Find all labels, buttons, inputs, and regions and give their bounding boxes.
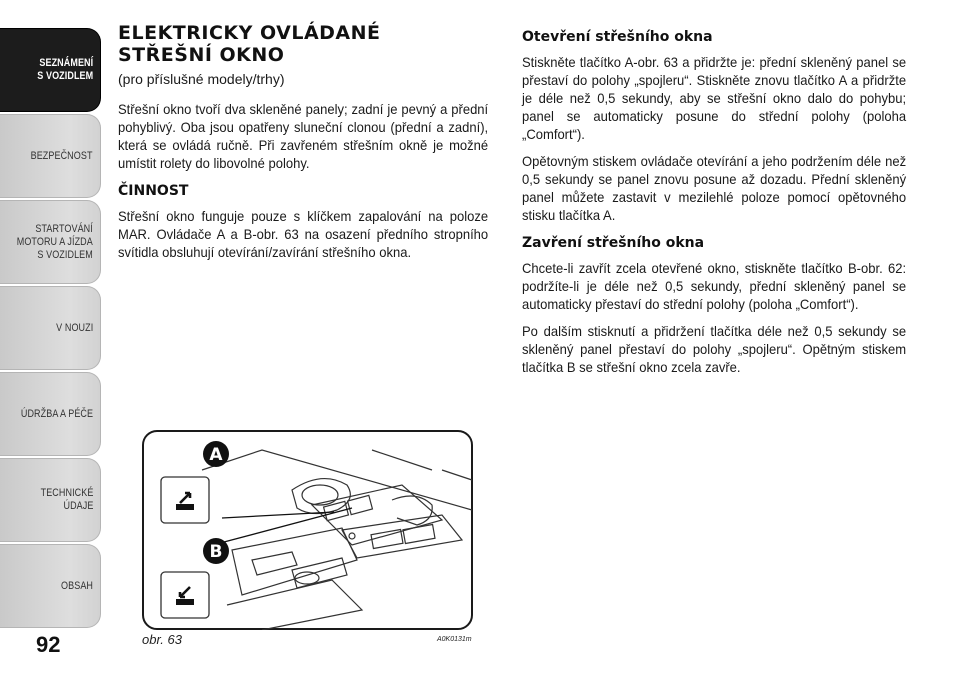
subtitle: (pro příslušné modely/trhy) [118, 71, 285, 87]
close-paragraph-1: Chcete-li zavřít zcela otevřené okno, stiskněte tlačítko B-obr. 62: podržíte-li je déle než 0,5 sekundy, přední skleněný panel se automaticky přestaví do střední polohy (poloha „Comfort“). [522, 260, 907, 312]
tab-label: V NOUZI [55, 321, 93, 334]
left-column [118, 22, 490, 270]
label-a: A [209, 445, 223, 465]
figure-caption: obr. 63 [142, 632, 182, 647]
right-column [522, 22, 908, 385]
tab-label: TECHNICKÉ ÚDAJE [40, 487, 93, 512]
tab-label: ÚDRŽBA A PÉČE [20, 407, 93, 420]
heading-cinnost: ČINNOST [118, 183, 189, 199]
title-line-2: STŘEŠNÍ OKNO [118, 44, 285, 66]
tab-label: BEZPEČNOST [31, 149, 93, 162]
tab-startovani[interactable] [0, 200, 101, 284]
open-paragraph-1: Stiskněte tlačítko A-obr. 63 a přidržte je: přední skleněný panel se přestaví do polohy „spojleru“. Stiskněte znovu tlačítko A a přidržte je déle než 0,5 sekundy, aby se střešní okno dalo do pohybu; panel se automaticky posune do střední polohy (poloha „Comfort“). [522, 54, 907, 142]
cinnost-paragraph: Střešní okno funguje pouze s klíčkem zapalování na poloze MAR. Ovládače A a B-obr. 63 na osazení předního stropního svítidla obsluhují otevírání/zavírání střešního okna. [118, 208, 489, 260]
tab-bezpecnost[interactable] [0, 114, 101, 198]
figure-code: A0K0131m [437, 636, 472, 643]
tab-label: SEZNÁMENÍ S VOZIDLEM [37, 57, 93, 82]
tab-v-nouzi[interactable] [0, 286, 101, 370]
tab-technicke-udaje[interactable] [0, 458, 101, 542]
figure-roof-controls [142, 430, 473, 630]
tab-udrzba[interactable] [0, 372, 101, 456]
roof-control-illustration [142, 430, 473, 630]
heading-open: Otevření střešního okna [522, 29, 713, 45]
button-a-tile [161, 477, 209, 523]
tab-label: STARTOVÁNÍ MOTORU A JÍZDA S VOZIDLEM [16, 222, 93, 261]
tab-seznameni[interactable] [0, 28, 101, 112]
button-b-tile [161, 572, 209, 618]
intro-paragraph: Střešní okno tvoří dva skleněné panely; zadní je pevný a přední pohyblivý. Oba jsou opatřeny sluneční clonou (přední a zadní), která se ovládá ručně. Při zavřeném střešním okně je možné umístit rolety do libovolné polohy. [118, 101, 489, 171]
page-number: 92 [36, 632, 61, 657]
tab-label: OBSAH [61, 579, 93, 592]
title-line-1: ELEKTRICKY OVLÁDANÉ [118, 22, 381, 44]
label-b: B [209, 542, 223, 562]
tab-obsah[interactable] [0, 544, 101, 628]
open-paragraph-2: Opětovným stiskem ovládače otevírání a jeho podržením déle než 0,5 sekundy se panel znovu posune až dozadu. Přední skleněný panel můžete zastavit v mezilehlé poloze pomocí opětovného stisku tlačítka A. [522, 153, 907, 223]
close-paragraph-2: Po dalším stisknutí a přidržení tlačítka déle než 0,5 sekundy se skleněný panel přestaví do polohy „spojleru“. Opětným stiskem tlačítka B se střešní okno zcela zavře. [522, 323, 907, 375]
page-title [118, 22, 490, 66]
heading-close: Zavření střešního okna [522, 235, 705, 251]
